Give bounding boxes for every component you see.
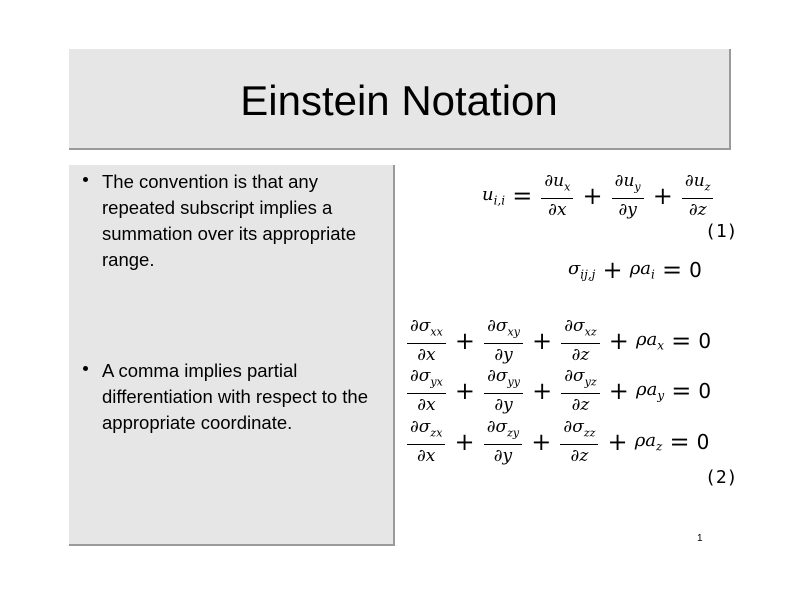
slide-title: Einstein Notation	[240, 77, 558, 124]
equals-sign: =	[671, 326, 692, 355]
eq2-term: $\frac{\partial\sigma_{yy}}{\partial y}$	[484, 365, 523, 416]
plus-sign: +	[532, 326, 553, 355]
bullet-dot-icon	[83, 177, 88, 182]
plus-sign: +	[602, 256, 623, 284]
bullet-dot-icon	[83, 366, 88, 371]
equals-sign: =	[669, 427, 690, 456]
plus-sign: +	[608, 376, 629, 405]
sigma-term: $\sigma_{ij,j}$	[568, 258, 596, 282]
plus-sign: +	[608, 326, 629, 355]
eq2-term: $\frac{\partial\sigma_{yx}}{\partial x}$	[407, 365, 446, 416]
bullet-panel	[69, 165, 395, 546]
eq1-term-3: $\frac{\partial u_z}{\partial z}$	[682, 170, 714, 221]
eq2-term: $\frac{\partial\sigma_{xy}}{\partial y}$	[484, 315, 523, 366]
plus-sign: +	[454, 376, 476, 405]
eq1-term-1: $\frac{\partial u_x}{\partial x}$	[541, 170, 573, 221]
equation-1-label: (1)	[705, 221, 738, 242]
rho-term: $\rho a_z$	[634, 429, 663, 454]
equation-2-label: (2)	[705, 467, 738, 488]
rhs-zero: 0	[689, 258, 702, 282]
equation-compact	[568, 256, 702, 284]
equation-2-row-2	[405, 365, 711, 416]
page-number: 1	[697, 533, 703, 544]
plus-sign: +	[454, 427, 475, 456]
eq2-term: $\frac{\partial\sigma_{yz}}{\partial z}$	[561, 365, 599, 416]
rhs-zero: 0	[698, 328, 712, 353]
eq1-lhs: $u_{i,i}$	[482, 183, 506, 208]
eq2-term: $\frac{\partial\sigma_{zx}}{\partial x}$	[407, 416, 445, 467]
bullet-text: The convention is that any repeated subscript implies a summation over its appropriate range.	[102, 171, 356, 270]
equation-2-row-1	[405, 315, 711, 366]
eq2-term: $\frac{\partial\sigma_{zy}}{\partial y}$	[484, 416, 522, 467]
equals-sign: =	[661, 256, 683, 284]
equals-sign: =	[512, 181, 533, 210]
plus-sign: +	[607, 427, 628, 456]
eq2-term: $\frac{\partial\sigma_{zz}}{\partial z}$	[560, 416, 598, 467]
equation-2-row-3	[405, 416, 709, 467]
plus-sign: +	[531, 427, 552, 456]
plus-sign: +	[582, 181, 603, 210]
eq2-term: $\frac{\partial\sigma_{xx}}{\partial x}$	[407, 315, 446, 366]
title-box	[69, 49, 731, 150]
equals-sign: =	[671, 376, 692, 405]
plus-sign: +	[652, 181, 673, 210]
equation-1	[482, 170, 715, 221]
eq1-term-2: $\frac{\partial u_y}{\partial y}$	[612, 170, 644, 221]
rho-term: $\rho a_i$	[629, 258, 655, 282]
rho-term: $\rho a_y$	[635, 378, 665, 403]
plus-sign: +	[532, 376, 553, 405]
rho-term: $\rho a_x$	[635, 328, 665, 353]
eq2-term: $\frac{\partial\sigma_{xz}}{\partial z}$	[561, 315, 599, 366]
rhs-zero: 0	[698, 378, 712, 403]
rhs-zero: 0	[696, 429, 710, 454]
bullet-text: A comma implies partial differentiation with respect to the appropriate coordinate.	[102, 360, 369, 433]
plus-sign: +	[454, 326, 476, 355]
